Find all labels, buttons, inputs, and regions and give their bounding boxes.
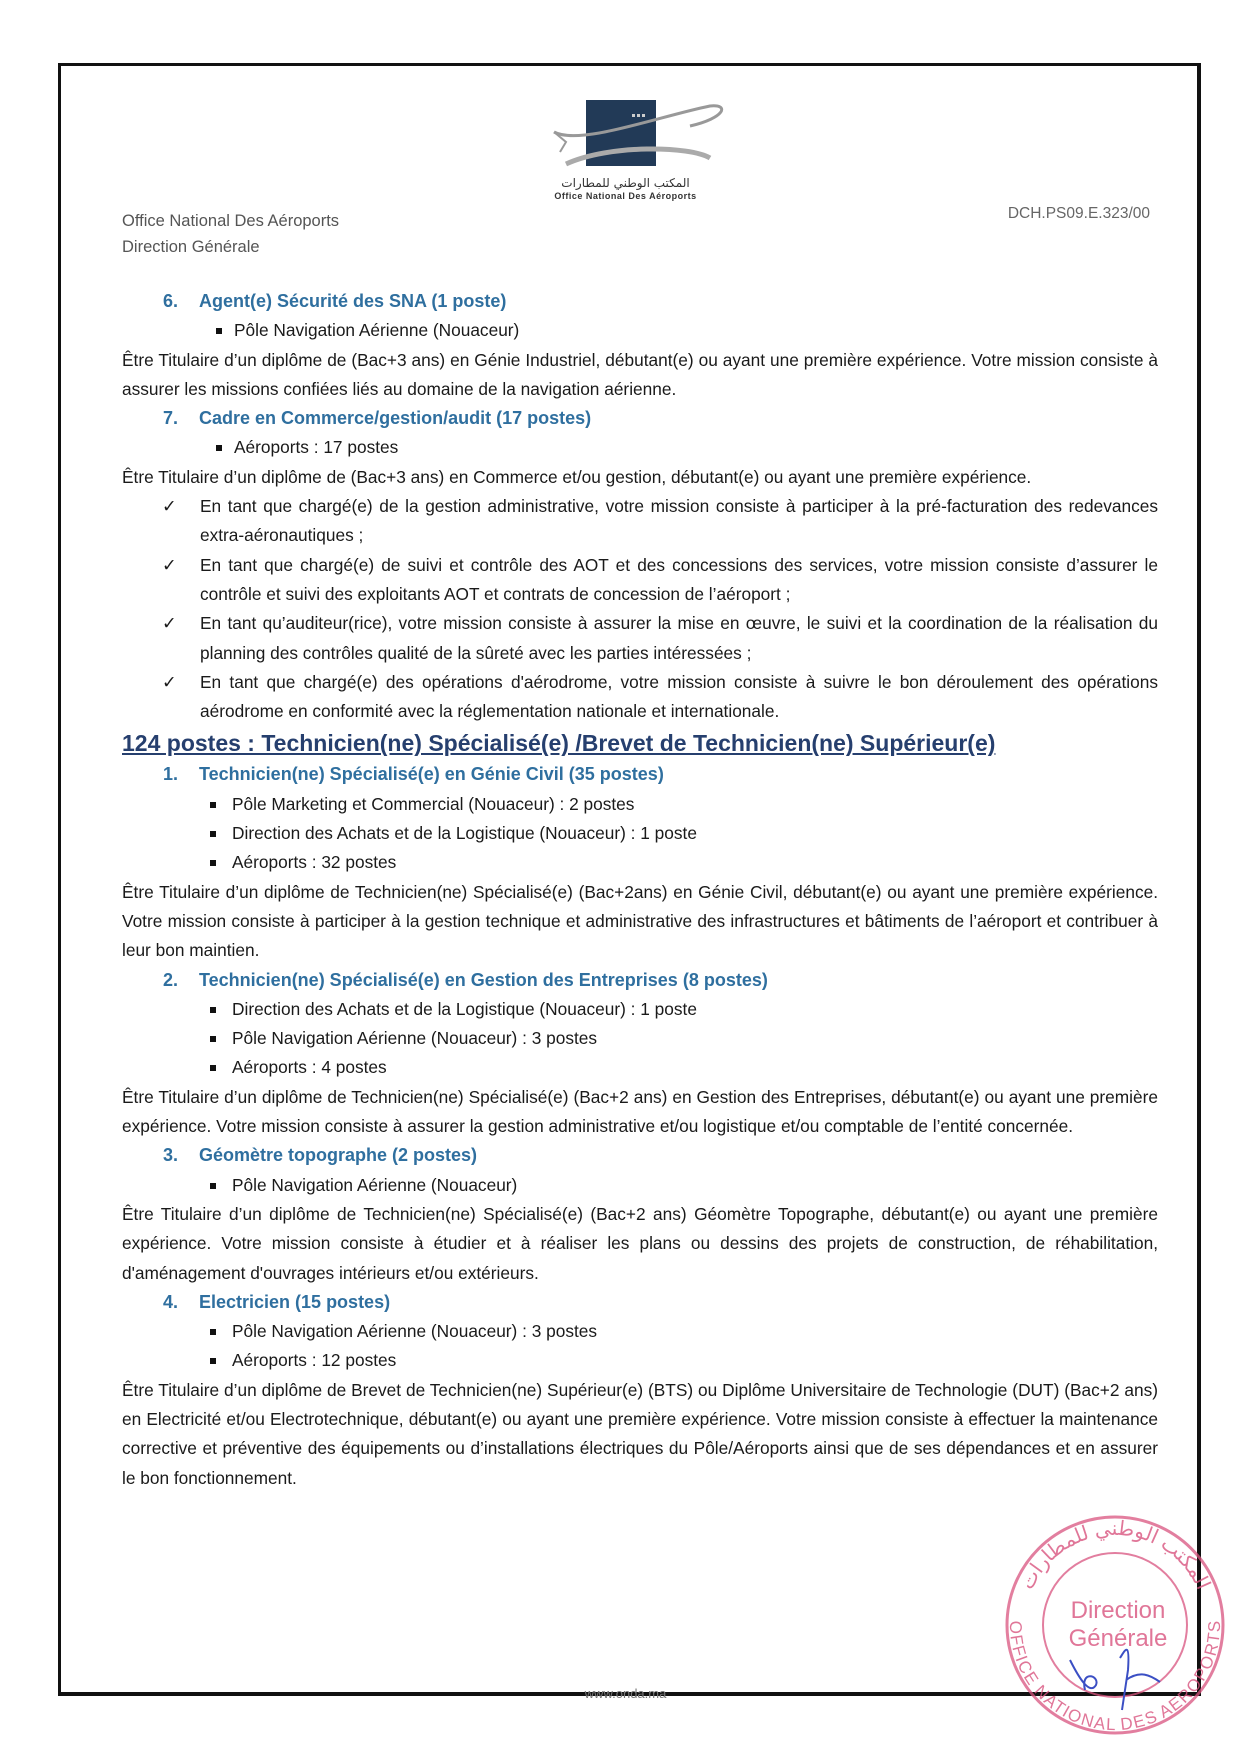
description-paragraph: Être Titulaire d’un diplôme de Technicien(ne) Spécialisé(e) (Bac+2 ans) Géomètre Topographe, débutant(e) ou ayant une première expérience. Votre mission consiste à étudier et à réaliser les plans ou dessins des projets de construction, de réhabilitation, d'aménagement d'ouvrages intérieurs et/ou extérieurs. [122, 1203, 1158, 1283]
job-number: 7. [163, 408, 179, 429]
location-bullet: Aéroports : 17 postes [122, 433, 1158, 462]
job-title: Technicien(ne) Spécialisé(e) en Gestion des Entreprises (8 postes) [199, 969, 768, 990]
job-heading [122, 760, 1158, 789]
job-title: Agent(e) Sécurité des SNA (1 poste) [199, 291, 507, 311]
section-heading: 124 postes : Technicien(ne) Spécialisé(e) /Brevet de Technicien(ne) Supérieur(e) [122, 730, 996, 757]
location-bullet: Aéroports : 4 postes [122, 1053, 1158, 1082]
org-direction: Direction Générale [122, 238, 260, 256]
mission-check-item [122, 609, 1158, 668]
check-item-text: En tant qu’auditeur(rice), votre mission consiste à assurer la mise en œuvre, le suivi et la coordination de la réalisation du planning des contrôles qualité de la sûreté avec les parties intéressées ; [200, 613, 1158, 663]
check-item-text: En tant que chargé(e) des opérations d'aérodrome, votre mission consiste à suivre le bon déroulement des opérations aérodrome en conformité avec la réglementation nationale et internationale. [200, 671, 1158, 722]
stamp-arabic-ring: المكتب الوطني للمطارات [1016, 1517, 1214, 1594]
description-paragraph: Être Titulaire d’un diplôme de (Bac+3 ans) en Commerce et/ou gestion, débutant(e) ou ayant une première expérience. [122, 466, 1032, 487]
job-heading [122, 1141, 1158, 1170]
job-number: 3. [163, 1145, 179, 1166]
job-heading [122, 966, 1158, 995]
org-block [122, 208, 339, 260]
document-body [122, 287, 1158, 1493]
mission-check-item [122, 668, 1158, 727]
job-number: 2. [163, 969, 179, 990]
location-bullet: Pôle Marketing et Commercial (Nouaceur) : 2 postes [122, 790, 1158, 819]
job-number: 4. [163, 1291, 179, 1312]
logo-text-french: Office National Des Aéroports [554, 191, 697, 201]
checkmark-icon: ✓ [162, 671, 177, 692]
location-bullet: Aéroports : 32 postes [122, 848, 1158, 877]
location-bullet: Aéroports : 12 postes [122, 1346, 1158, 1375]
mission-check-item [122, 551, 1158, 610]
official-stamp [1000, 1510, 1230, 1740]
job-number: 6. [163, 291, 179, 311]
job-heading [122, 287, 1158, 316]
stamp-ring-text: OFFICE NATIONAL DES AEROPORTS [1005, 1620, 1225, 1735]
stamp-center-line1: Direction [1070, 1597, 1166, 1624]
signature [1070, 1650, 1160, 1710]
footer-url: www.onda.ma [584, 1686, 667, 1701]
check-item-text: En tant que chargé(e) de suivi et contrôle des AOT et des concessions des services, votre mission consiste d’assurer le contrôle et suivi des exploitants AOT et contrats de concession de l’aéroport ; [200, 554, 1158, 604]
location-bullet: Direction des Achats et de la Logistique (Nouaceur) : 1 poste [122, 995, 1158, 1024]
job-number: 1. [163, 764, 179, 785]
checkmark-icon: ✓ [162, 554, 177, 575]
stamp-center-line2: Générale [1068, 1625, 1168, 1652]
job-title: Cadre en Commerce/gestion/audit (17 postes) [199, 408, 592, 429]
mission-check-item [122, 492, 1158, 551]
description-paragraph: Être Titulaire d’un diplôme de (Bac+3 ans) en Génie Industriel, débutant(e) ou ayant une première expérience. Votre mission consiste à assurer les missions confiées liés au domaine de la navigation aérienne. [122, 349, 1158, 399]
check-item-text: En tant que chargé(e) de la gestion administrative, votre mission consiste à participer à la pré-facturation des redevances extra-aéronautiques ; [200, 496, 1158, 546]
description-paragraph: Être Titulaire d’un diplôme de Brevet de Technicien(ne) Supérieur(e) (BTS) ou Diplôme Universitaire de Technologie (DUT) (Bac+2 ans) en Electricité et/ou Electrotechnique, débutant(e) ou ayant une première expérience. Votre mission consiste à effectuer la maintenance corrective et préventive des équipements ou d’installations électriques du Pôle/Aéroports ainsi que de ses dépendances et en assurer le bon fonctionnement. [122, 1379, 1158, 1488]
job-title: Géomètre topographe (2 postes) [199, 1145, 478, 1166]
location-bullet: Pôle Navigation Aérienne (Nouaceur) : 3 postes [122, 1024, 1158, 1053]
location-bullet: Pôle Navigation Aérienne (Nouaceur) : 3 postes [122, 1317, 1158, 1346]
location-bullet: Pôle Navigation Aérienne (Nouaceur) [122, 1171, 1158, 1200]
svg-text:المكتب الوطني للمطارات [1016, 1518, 1214, 1593]
org-name: Office National Des Aéroports [122, 212, 340, 230]
description-paragraph: Être Titulaire d’un diplôme de Technicien(ne) Spécialisé(e) (Bac+2ans) en Génie Civil, débutant(e) ou ayant une première expérience. Votre mission consiste à participer à la gestion technique et administrative des infrastructures et bâtiments de l’aéroport et contribuer à leur bon maintien. [122, 881, 1158, 961]
document-reference: DCH.PS09.E.323/00 [1007, 205, 1150, 222]
checkmark-icon: ✓ [162, 496, 177, 517]
job-title: Electricien (15 postes) [199, 1291, 391, 1312]
location-bullet: Direction des Achats et de la Logistique (Nouaceur) : 1 poste [122, 819, 1158, 848]
job-heading [122, 404, 1158, 433]
checkmark-icon: ✓ [162, 613, 177, 634]
job-heading [122, 1288, 1158, 1317]
description-paragraph: Être Titulaire d’un diplôme de Technicien(ne) Spécialisé(e) (Bac+2 ans) en Gestion des Entreprises, débutant(e) ou ayant une première expérience. Votre mission consiste à assurer la gestion administrative et/ou logistique et/ou comptable de l’entité concernée. [122, 1086, 1158, 1137]
logo-text-arabic: المكتب الوطني للمطارات [561, 176, 690, 190]
location-bullet: Pôle Navigation Aérienne (Nouaceur) [122, 316, 1158, 345]
job-title: Technicien(ne) Spécialisé(e) en Génie Civil (35 postes) [199, 764, 664, 785]
